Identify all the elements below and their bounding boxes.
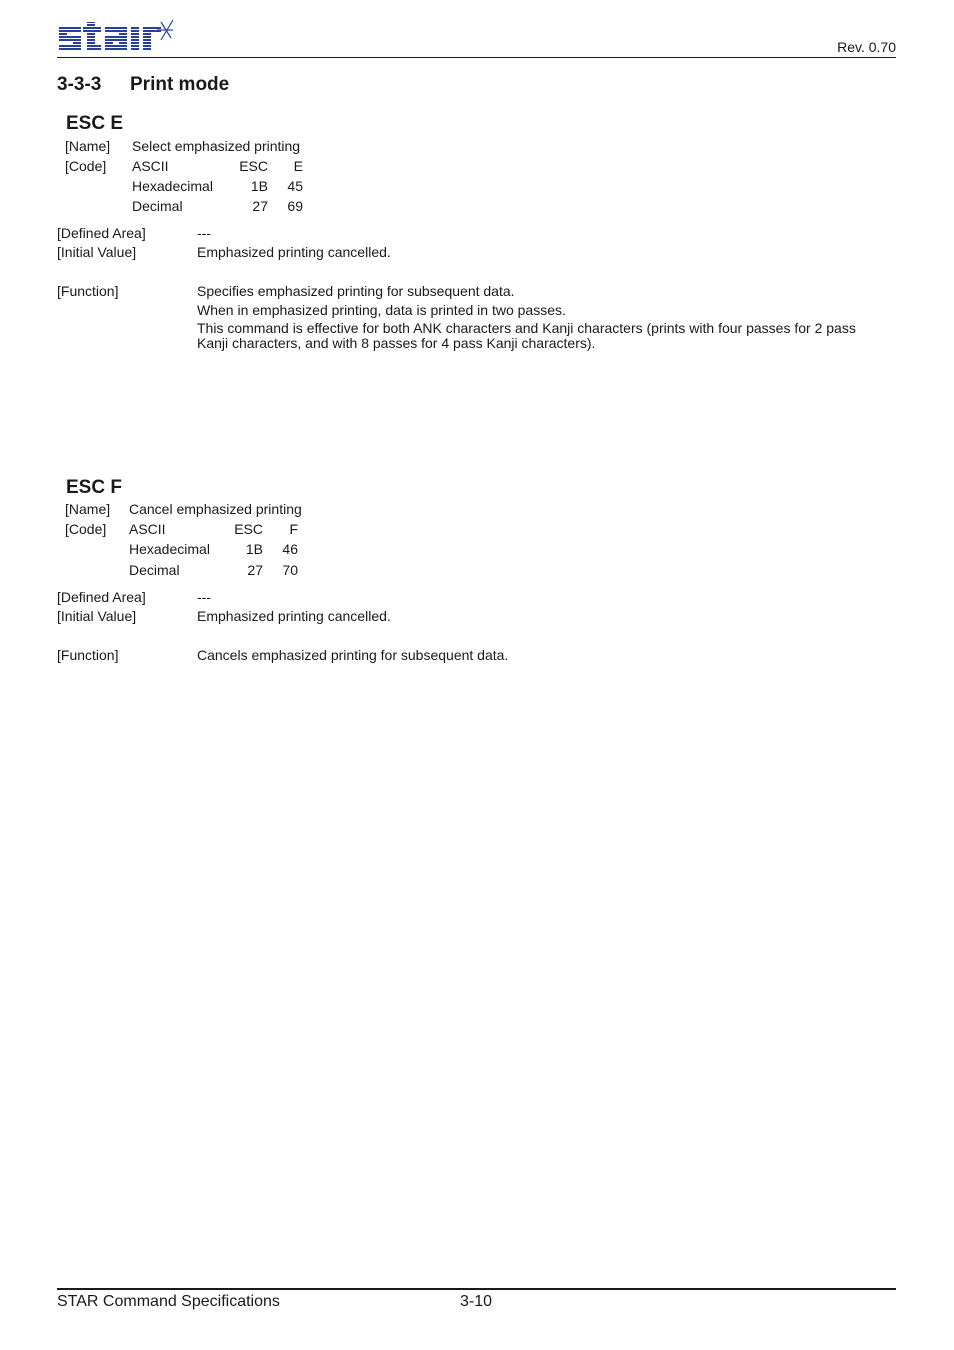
code-value-2: 70 [282,562,298,578]
code-value-2: 45 [287,178,303,194]
header-rule [57,57,896,58]
footer-rule [57,1288,896,1290]
function-line: When in emphasized printing, data is printed in two passes. [197,302,566,318]
function-label: [Function] [57,283,119,299]
code-value-1: 1B [250,178,268,194]
initial-value: Emphasized printing cancelled. [197,244,391,260]
code-value-2: F [289,521,298,537]
code-value-2: 69 [287,198,303,214]
defined-area-value: --- [197,589,211,605]
code-format: Hexadecimal [129,541,210,557]
initial-value-label: [Initial Value] [57,608,137,624]
code-label: [Code] [65,158,107,174]
function-line: Cancels emphasized printing for subsequent data. [197,647,509,663]
function-label: [Function] [57,647,119,663]
function-line: This command is effective for both ANK characters and Kanji characters (prints with four passes for 2 pass Kanji characters, and with 8 passes for 4 pass Kanji characters). [197,320,856,351]
function-line: Specifies emphasized printing for subsequent data. [197,283,515,299]
code-value-1: ESC [234,521,263,537]
initial-value: Emphasized printing cancelled. [197,608,391,624]
command-name: Select emphasized printing [132,138,301,154]
defined-area-value: --- [197,225,211,241]
code-value-2: 46 [282,541,298,557]
revision-label: Rev. 0.70 [837,39,896,55]
defined-area-label: [Defined Area] [57,589,146,605]
initial-value-label: [Initial Value] [57,244,137,260]
code-format: ASCII [129,521,166,537]
name-label: [Name] [65,501,111,517]
code-value-2: E [293,158,303,174]
code-format: ASCII [132,158,169,174]
code-value-1: 27 [252,198,268,214]
code-value-1: ESC [239,158,268,174]
command-title-esc-f: ESC F [66,477,122,498]
code-value-1: 27 [247,562,263,578]
footer-page-number: 3-10 [460,1293,493,1310]
command-title-esc-e: ESC E [66,113,124,134]
footer-doc-title: STAR Command Specifications [57,1293,280,1310]
command-name: Cancel emphasized printing [129,501,302,517]
code-format: Decimal [132,198,183,214]
code-value-1: 1B [245,541,263,557]
section-number: 3-3-3 [57,74,102,95]
section-title: Print mode [130,74,230,95]
star-logo [57,18,175,54]
code-label: [Code] [65,521,107,537]
code-format: Hexadecimal [132,178,213,194]
name-label: [Name] [65,138,111,154]
code-format: Decimal [129,562,180,578]
defined-area-label: [Defined Area] [57,225,146,241]
